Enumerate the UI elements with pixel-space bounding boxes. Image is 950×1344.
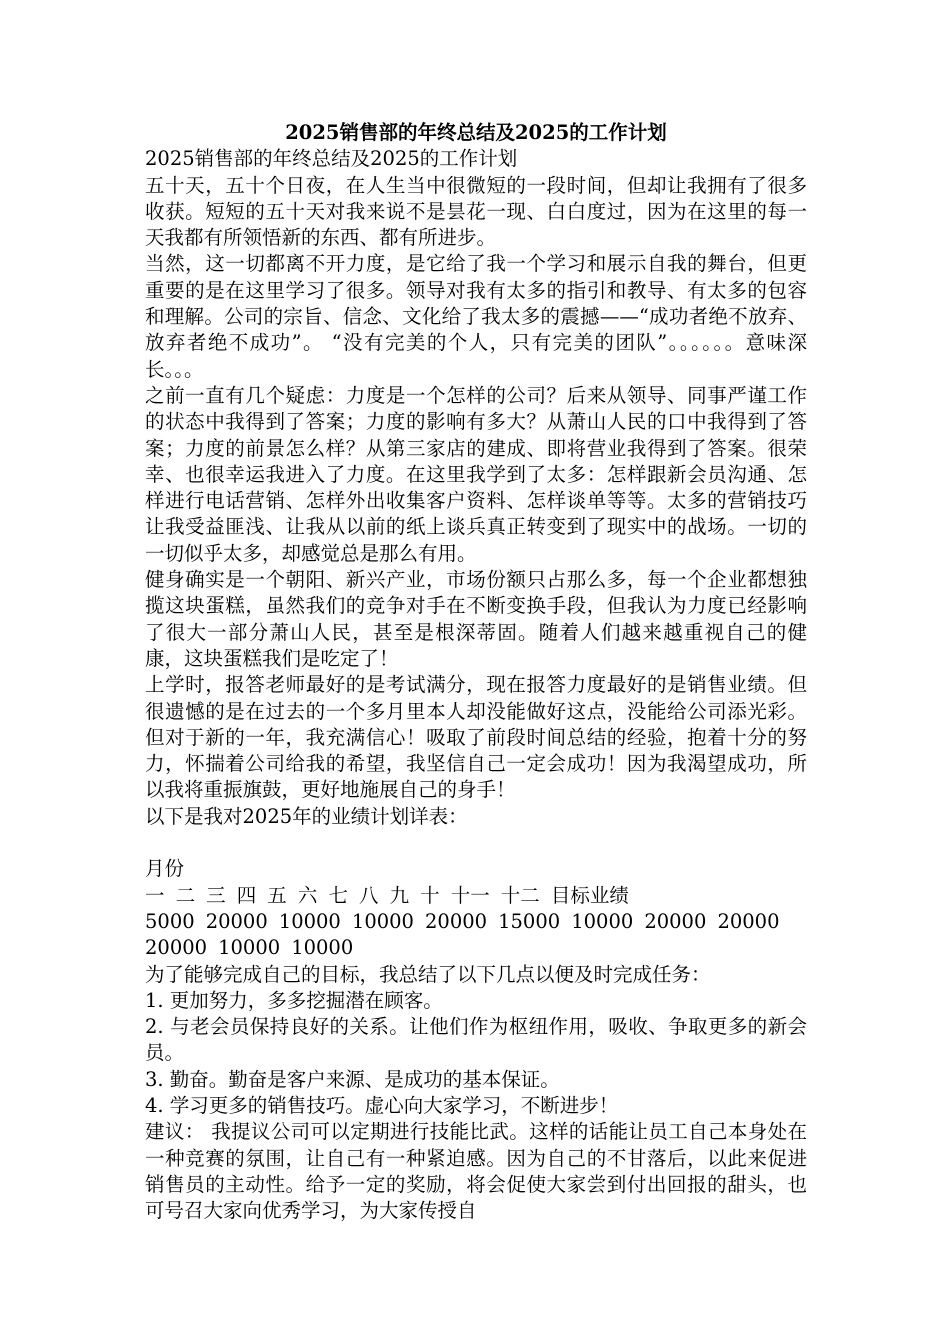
paragraph-suggestion: 建议： 我提议公司可以定期进行技能比武。这样的话能让员工自己本身处在一种竞赛的氛围，让自己有一种紧迫感。因为自己的不甘落后，以此来促进销售员的主动性。给予一定的奖励，将会促使大家尝到付出回报的甜头，也可号召大家向优秀学习，为大家传授自 bbox=[145, 1120, 807, 1223]
paragraph-intro-4: 健身确实是一个朝阳、新兴产业，市场份额只占那么多，每一个企业都想独揽这块蛋糕，虽然我们的竞争对手在不断变换手段，但我认为力度已经影响了很大一部分萧山人民，甚至是根深蒂固。随着人们越来越重视自己的健康，这块蛋糕我们是吃定了！ bbox=[145, 568, 807, 670]
paragraph-intro-3: 之前一直有几个疑虑：力度是一个怎样的公司？后来从领导、同事严谨工作的状态中我得到了答案；力度的影响有多大？从萧山人民的口中我得到了答案；力度的前景怎么样？从第三家店的建成、即将营业我得到了答案。很荣幸、也很幸运我进入了力度。在这里我学到了太多：怎样跟新会员沟通、怎样进行电话营销、怎样外出收集客户资料、怎样谈单等等。太多的营销技巧让我受益匪浅、让我从以前的纸上谈兵真正转变到了现实中的战场。一切的一切似乎太多，却感觉总是那么有用。 bbox=[145, 383, 807, 565]
paragraph-intro-5: 上学时，报答老师最好的是考试满分，现在报答力度最好的是销售业绩。但很遗憾的是在过去的一个多月里本人却没能做好这点，没能给公司添光彩。但对于新的一年，我充满信心！吸取了前段时间总结的经验，抱着十分的努力，怀揣着公司给我的希望，我坚信自己一定会成功！因为我渴望成功，所以我将重振旗鼓，更好地施展自己的身手！ bbox=[145, 673, 807, 802]
document-subtitle: 2025销售部的年终总结及2025的工作计划 bbox=[145, 147, 518, 171]
paragraph-intro-1: 五十天，五十个日夜，在人生当中很微短的一段时间，但却让我拥有了很多收获。短短的五十天对我来说不是昙花一现、白白度过，因为在这里的每一天我都有所领悟新的东西、都有所进步。 bbox=[145, 173, 807, 250]
paragraph-intro-2: 当然，这一切都离不开力度，是它给了我一个学习和展示自我的舞台，但更重要的是在这里学习了很多。领导对我有太多的指引和教导、有太多的包容和理解。公司的宗旨、信念、文化给了我太多的震撼——“成功者绝不放弃、放弃者绝不成功”。 “没有完美的个人，只有完美的团队”。。。。。。意味深长。。。 bbox=[145, 252, 807, 381]
blank-line bbox=[145, 830, 807, 856]
list-item-1: 1. 更加努力，多多挖掘潜在顾客。 bbox=[145, 988, 443, 1012]
list-item-4: 4. 学习更多的销售技巧。虚心向大家学习，不断进步！ bbox=[145, 1093, 619, 1117]
list-item-3: 3. 勤奋。勤奋是客户来源、是成功的基本保证。 bbox=[145, 1067, 560, 1091]
paragraph-plan-lead: 为了能够完成自己的目标，我总结了以下几点以便及时完成任务： bbox=[145, 962, 711, 986]
table-header-label: 月份 bbox=[145, 857, 185, 881]
list-item-2: 2. 与老会员保持良好的关系。让他们作为枢纽作用，吸收、争取更多的新会员。 bbox=[145, 1015, 807, 1065]
paragraph-plan-intro: 以下是我对2025年的业绩计划详表： bbox=[145, 804, 468, 828]
document-page bbox=[145, 120, 807, 1224]
document-title: 2025销售部的年终总结及2025的工作计划 bbox=[285, 121, 667, 144]
table-months-row: 一 二 三 四 五 六 七 八 九 十 十一 十二 目标业绩 bbox=[145, 883, 629, 907]
table-values-row: 5000 20000 10000 10000 20000 15000 10000 20000 20000 20000 10000 10000 bbox=[145, 909, 780, 960]
